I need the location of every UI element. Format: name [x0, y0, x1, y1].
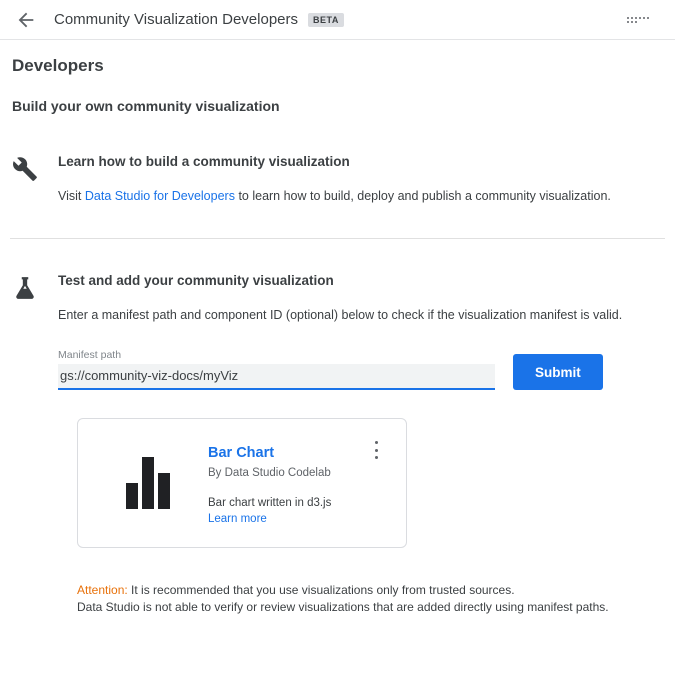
- manifest-path-input[interactable]: [58, 364, 495, 390]
- data-studio-developers-link[interactable]: Data Studio for Developers: [84, 189, 235, 203]
- bar-chart-glyph: [126, 457, 170, 509]
- test-section-title: Test and add your community visualization: [58, 273, 334, 288]
- manifest-path-label: Manifest path: [58, 349, 122, 361]
- visualization-author: By Data Studio Codelab: [208, 467, 331, 479]
- more-vert-icon[interactable]: [368, 441, 384, 459]
- bar-chart-icon: [88, 439, 208, 527]
- apps-button[interactable]: [627, 0, 649, 40]
- apps-grid-icon: [627, 17, 649, 23]
- visualization-name[interactable]: Bar Chart: [208, 445, 275, 461]
- attention-line1: It is recommended that you use visualizations only from trusted sources.: [127, 583, 515, 597]
- visualization-description: Bar chart written in d3.js: [208, 497, 332, 509]
- page-content: [0, 56, 675, 616]
- learn-section-title: Learn how to build a community visualization: [58, 154, 350, 169]
- back-button[interactable]: [12, 6, 40, 34]
- attention-line2: Data Studio is not able to verify or review visualizations that are added directly using manifest paths.: [77, 600, 609, 614]
- beta-badge: BETA: [308, 13, 344, 27]
- test-section-description: Enter a manifest path and component ID (optional) below to check if the visualization manifest is valid.: [58, 308, 623, 322]
- attention-note: [10, 582, 665, 616]
- attention-label: Attention:: [77, 583, 128, 597]
- learn-text-before: Visit: [58, 189, 85, 203]
- learn-text-after: to learn how to build, deploy and publish a community visualization.: [234, 189, 611, 203]
- arrow-back-icon: [15, 9, 37, 31]
- visualization-card[interactable]: [77, 418, 407, 548]
- learn-more-link[interactable]: Learn more: [208, 513, 267, 525]
- page-title: Community Visualization Developers: [54, 11, 298, 28]
- developers-heading: Developers: [12, 56, 104, 75]
- build-subheading: Build your own community visualization: [12, 98, 280, 114]
- flask-icon: [12, 273, 58, 390]
- visualization-card-wrapper: [10, 418, 665, 548]
- test-section: [12, 239, 665, 390]
- manifest-field: [58, 349, 495, 390]
- wrench-icon: [12, 154, 58, 204]
- manifest-form: [58, 349, 657, 390]
- submit-button[interactable]: Submit: [513, 354, 603, 390]
- learn-section-text: [58, 188, 657, 204]
- learn-section: [12, 114, 665, 204]
- top-app-bar: [0, 0, 675, 40]
- visualization-info: [208, 439, 392, 527]
